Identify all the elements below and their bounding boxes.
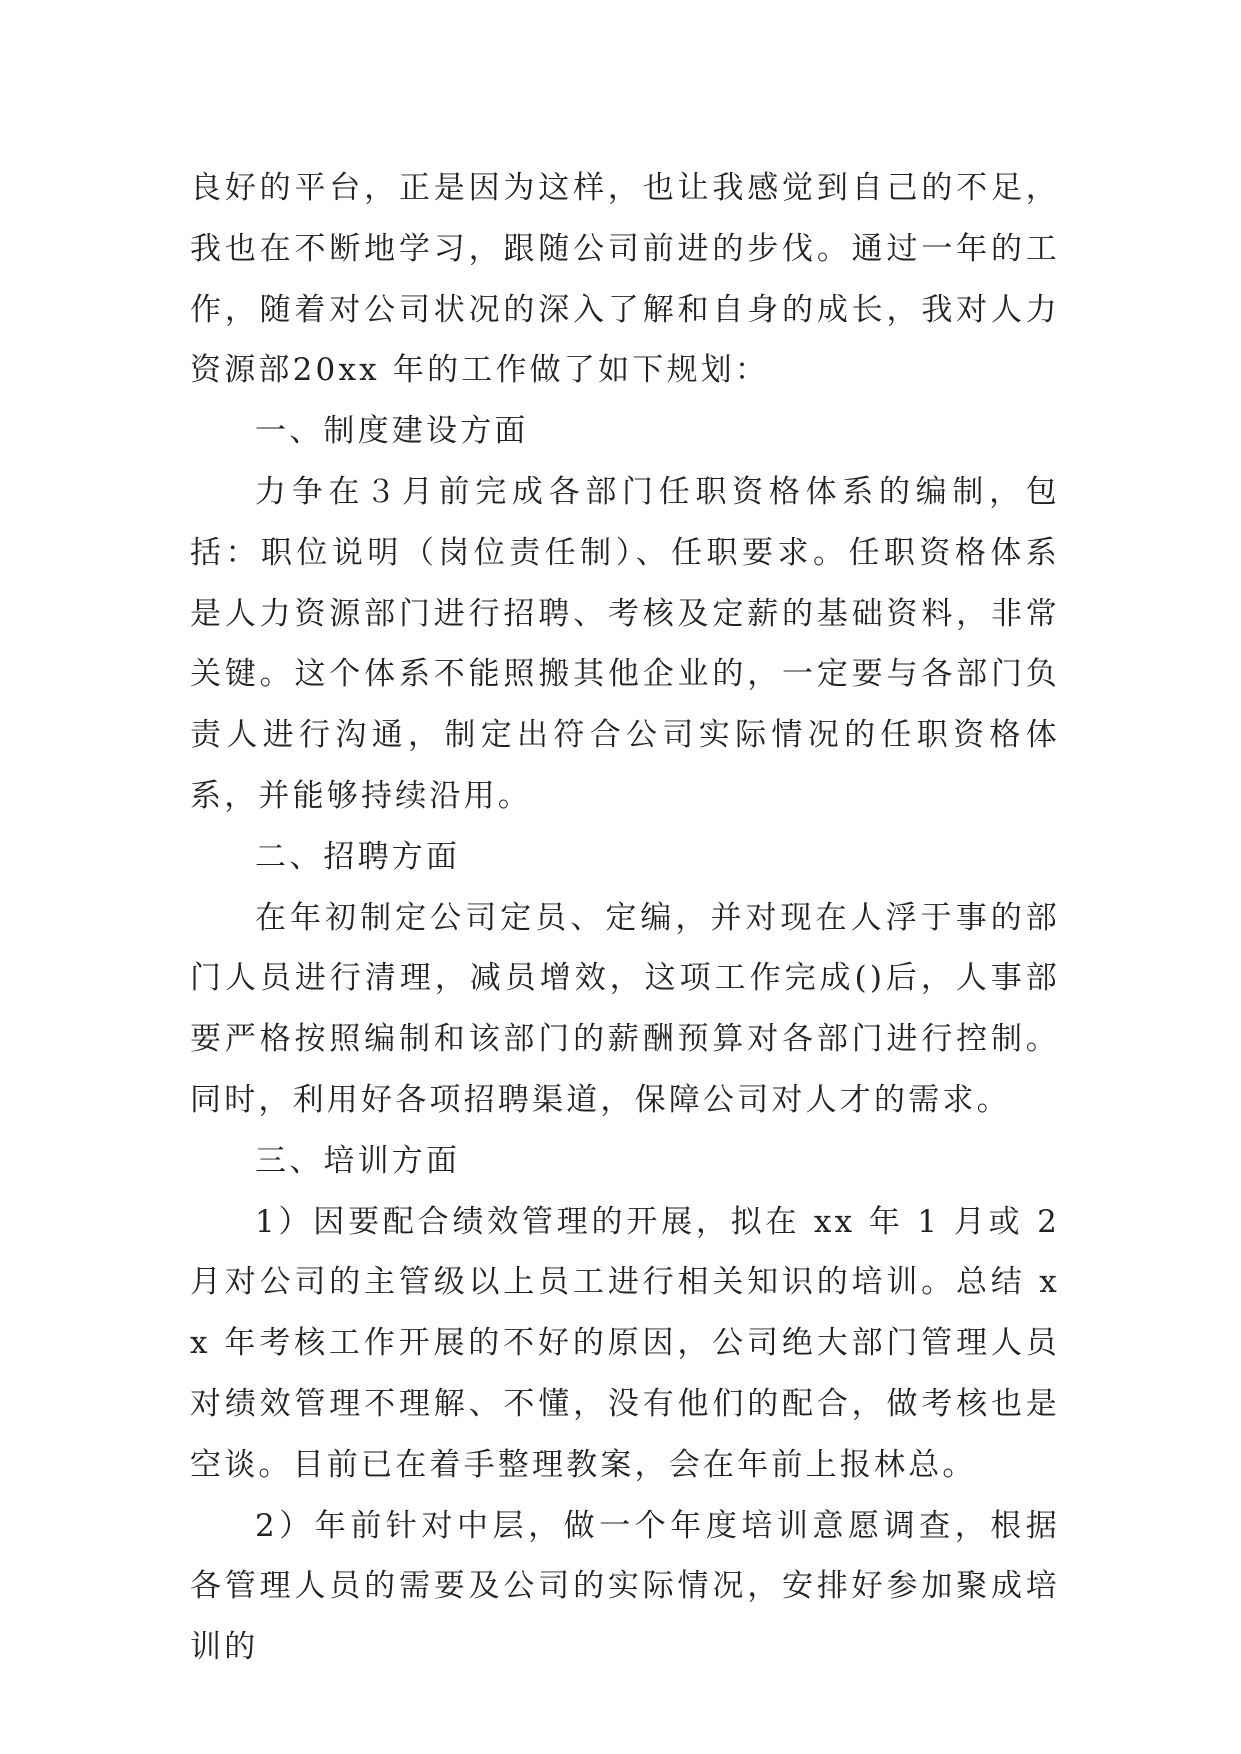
paragraph-recruitment: 在年初制定公司定员、定编，并对现在人浮于事的部门人员进行清理，减员增效，这项工作完成()后，人事部要严格按照编制和该部门的薪酬预算对各部门进行控制。同时，利用好各项招聘渠道，保障公司对人才的需求。	[190, 899, 1060, 1118]
section-heading-system-building: 一、制度建设方面	[255, 413, 529, 450]
paragraph-training-2: 2）年前针对中层，做一个年度培训意愿调查，根据各管理人员的需要及公司的实际情况，安排好参加聚成培训的	[190, 1507, 1060, 1666]
document-body	[190, 158, 1060, 1678]
section-heading-training: 三、培训方面	[255, 1142, 461, 1179]
paragraph-system-building: 力争在３月前完成各部门任职资格体系的编制，包括：职位说明（岗位责任制）、任职要求。任职资格体系是人力资源部门进行招聘、考核及定薪的基础资料，非常关键。这个体系不能照搬其他企业的，一定要与各部门负责人进行沟通，制定出符合公司实际情况的任职资格体系，并能够持续沿用。	[190, 473, 1060, 814]
section-heading-recruitment: 二、招聘方面	[255, 838, 461, 875]
paragraph-training-1: 1）因要配合绩效管理的开展，拟在 xx 年 1 月或 2 月对公司的主管级以上员工进行相关知识的培训。总结 xx 年考核工作开展的不好的原因，公司绝大部门管理人员对绩效管理不理解、不懂，没有他们的配合，做考核也是空谈。目前已在着手整理教案，会在年前上报林总。	[190, 1203, 1060, 1483]
paragraph-intro: 良好的平台，正是因为这样，也让我感觉到自己的不足，我也在不断地学习，跟随公司前进的步伐。通过一年的工作，随着对公司状况的深入了解和自身的成长，我对人力资源部20xx 年的工作做了如下规划：	[190, 170, 1060, 389]
